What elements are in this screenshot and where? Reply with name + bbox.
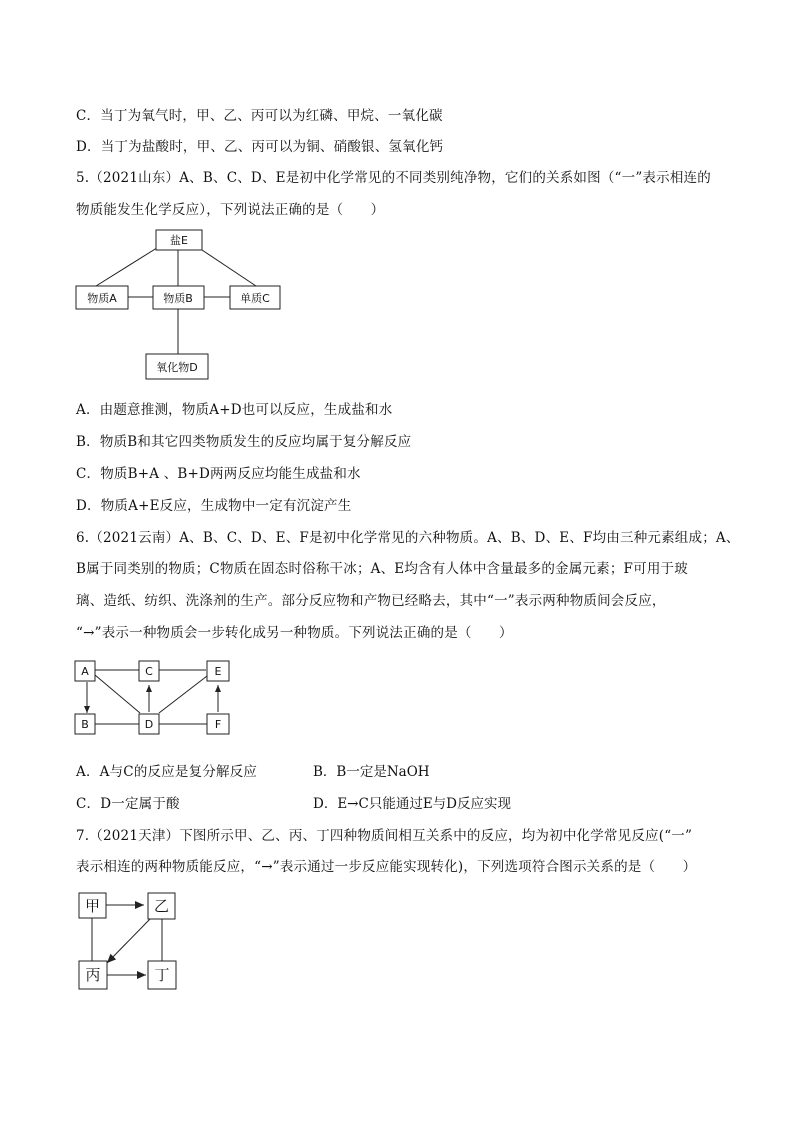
q5-label-substance-b: 物质B [163, 292, 193, 305]
q5-node-oxide-d [146, 354, 208, 379]
q7-label-bing: 丙 [85, 966, 101, 984]
q5-label-substance-a: 物质A [87, 292, 117, 305]
q5-node-salt-e [156, 230, 202, 250]
q6-stem-line3: 璃、造纸、纺织、洗涤剂的生产。部分反应物和产物已经略去，其中“一”表示两种物质间会反应， [76, 593, 666, 609]
q5-edge-e-c [196, 246, 256, 286]
q7-arrow-yi-bing [107, 919, 150, 963]
q5-option-a: A．由题意推测，物质A+D也可以反应，生成盐和水 [76, 402, 393, 418]
q6-node-c [139, 661, 159, 681]
q7-label-ding: 丁 [154, 966, 170, 984]
q7-stem-line2: 表示相连的两种物质能反应，“→”表示通过一步反应能实现转化)，下列选项符合图示关系的是（ ） [76, 859, 697, 875]
q7-label-yi: 乙 [153, 897, 170, 915]
q6-label-b: B [81, 718, 89, 731]
q6-edge-d-e [159, 676, 207, 713]
q7-node-bing [79, 961, 107, 989]
q7-node-yi [148, 893, 175, 919]
q4-option-c: C．当丁为氧气时，甲、乙、丙可以为红磷、甲烷、一氧化碳 [76, 108, 443, 124]
q7-stem-line1: 7.（2021天津）下图所示甲、乙、丙、丁四种物质间相互关系中的反应，均为初中化学常见反应(“一” [76, 828, 693, 844]
q6-label-f: F [214, 718, 222, 731]
q5-edge-e-a [96, 246, 160, 286]
q5-label-salt-e: 盐E [170, 234, 188, 247]
q6-stem-line2: B属于同类别的物质；C物质在固态时俗称干冰；A、E均含有人体中含量最多的金属元素；F可用于玻 [76, 561, 688, 577]
q6-node-b [75, 714, 95, 734]
q5-label-element-c: 单质C [240, 292, 270, 305]
q6-option-d: D．E→C只能通过E与D反应实现 [313, 796, 511, 812]
q6-diagram [70, 656, 240, 742]
q7-diagram [70, 888, 190, 998]
q7-node-ding [148, 961, 176, 989]
q6-label-e: E [214, 665, 222, 678]
q6-label-d: D [144, 718, 154, 731]
q6-node-a [75, 661, 95, 681]
q4-option-d: D．当丁为盐酸时，甲、乙、丙可以为铜、硝酸银、氢氧化钙 [76, 139, 444, 155]
q6-option-a: A．A与C的反应是复分解反应 [76, 764, 258, 780]
q5-stem-line2: 物质能发生化学反应），下列说法正确的是（ ） [76, 202, 385, 218]
q7-node-jia [79, 893, 106, 918]
q6-option-c: C．D一定属于酸 [76, 796, 180, 812]
q6-label-c: C [145, 665, 153, 678]
q6-option-b: B．B一定是NaOH [313, 764, 430, 780]
q6-label-a: A [81, 665, 89, 678]
q6-node-f [207, 714, 229, 734]
q5-option-d: D．物质A+E反应，生成物中一定有沉淀产生 [76, 498, 352, 514]
q6-stem-line1: 6.（2021云南）A、B、C、D、E、F是初中化学常见的六种物质。A、B、D、E、F均由三种元素组成；A、 [76, 530, 740, 546]
q5-diagram [70, 224, 290, 386]
q5-node-element-c [230, 286, 280, 309]
q6-node-d [139, 714, 159, 734]
q5-node-substance-a [76, 286, 128, 309]
q5-option-b: B．物质B和其它四类物质发生的反应均属于复分解反应 [76, 434, 412, 450]
q6-node-e [207, 661, 229, 681]
q6-stem-line4: “→”表示一种物质会一步转化成另一种物质。下列说法正确的是（ ） [76, 625, 513, 641]
q5-node-substance-b [153, 286, 204, 309]
q7-label-jia: 甲 [84, 897, 101, 915]
q5-stem-line1: 5.（2021山东）A、B、C、D、E是初中化学常见的不同类别纯净物，它们的关系如图（“一”表示相连的 [76, 170, 711, 186]
q5-label-oxide-d: 氧化物D [156, 361, 198, 374]
q5-option-c: C．物质B+A 、B+D两两反应均能生成盐和水 [76, 466, 361, 482]
q6-edge-a-d [95, 675, 140, 713]
